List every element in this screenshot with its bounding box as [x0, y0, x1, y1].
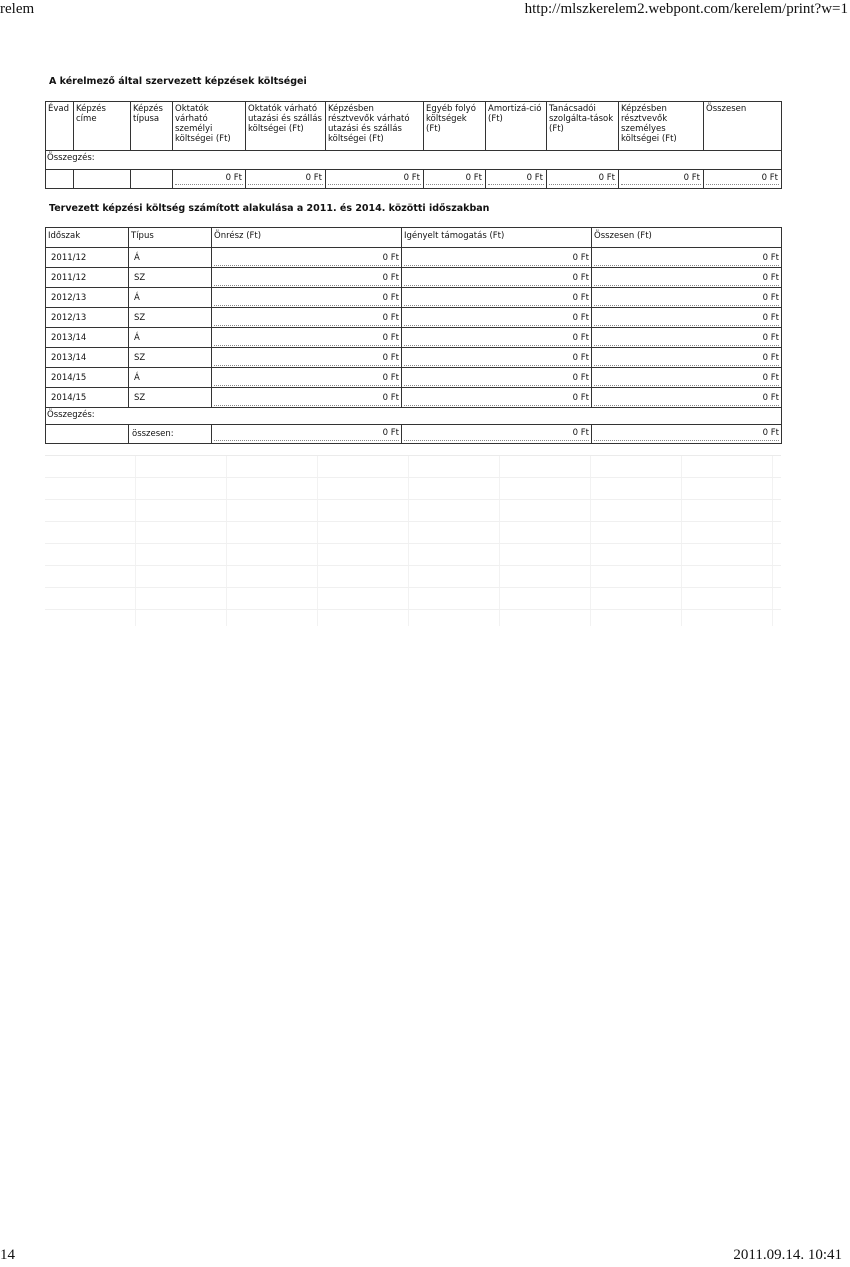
total-cell [592, 388, 782, 408]
total-value: 0 Ft [594, 332, 779, 346]
own-cell [212, 248, 402, 268]
summary-value-cell [424, 170, 486, 189]
column-header: Időszak [46, 228, 129, 248]
requested-cell [402, 328, 592, 348]
column-header: Oktatók várható személyi költségei (Ft) [173, 102, 246, 151]
requested-value: 0 Ft [404, 372, 589, 386]
total-value: 0 Ft [594, 272, 779, 286]
requested-value: 0 Ft [404, 292, 589, 306]
requested-cell [402, 248, 592, 268]
own-value: 0 Ft [214, 392, 399, 406]
type-cell: SZ [129, 388, 212, 408]
column-header: Amortizá-ció (Ft) [486, 102, 547, 151]
total-cell [592, 368, 782, 388]
summary-value: 0 Ft [706, 173, 779, 185]
own-value: 0 Ft [214, 312, 399, 326]
requested-cell [402, 308, 592, 328]
own-cell [212, 368, 402, 388]
training-costs-table [45, 101, 782, 189]
column-header: Tanácsadói szolgálta-tások (Ft) [547, 102, 619, 151]
total-value: 0 Ft [594, 392, 779, 406]
period-cell: 2012/13 [46, 288, 129, 308]
type-cell: SZ [129, 348, 212, 368]
period-cell: 2013/14 [46, 328, 129, 348]
planned-costs-title: Tervezett képzési költség számított alakulása a 2011. és 2014. közötti időszakban [49, 203, 490, 214]
total-value: 0 Ft [594, 312, 779, 326]
requested-cell [402, 388, 592, 408]
requested-value: 0 Ft [404, 252, 589, 266]
type-cell: Á [129, 288, 212, 308]
summary-value: 0 Ft [426, 173, 483, 185]
table-row [46, 328, 782, 348]
own-value: 0 Ft [214, 332, 399, 346]
summary-row [46, 425, 782, 444]
requested-value: 0 Ft [404, 272, 589, 286]
table-row [46, 248, 782, 268]
requested-value: 0 Ft [404, 312, 589, 326]
period-cell: 2013/14 [46, 348, 129, 368]
own-cell [212, 268, 402, 288]
summary-value-cell [326, 170, 424, 189]
summary-value: 0 Ft [248, 173, 323, 185]
total-cell [592, 308, 782, 328]
summary-label: Összegzés: [46, 151, 782, 170]
total-cell [592, 288, 782, 308]
own-cell [212, 348, 402, 368]
own-value: 0 Ft [214, 352, 399, 366]
summary-label: Összegzés: [46, 408, 782, 425]
table-row [46, 348, 782, 368]
column-header: Képzésben résztvevők személyes költségei (Ft) [619, 102, 704, 151]
own-value: 0 Ft [214, 272, 399, 286]
print-header-left: relem [0, 1, 35, 17]
grand-total: 0 Ft [594, 427, 779, 441]
type-cell: Á [129, 368, 212, 388]
table-row [46, 368, 782, 388]
column-header: Évad [46, 102, 74, 151]
own-cell [212, 288, 402, 308]
summary-total-label: összesen: [129, 425, 212, 444]
period-cell: 2014/15 [46, 388, 129, 408]
requested-cell [402, 348, 592, 368]
summary-value-cell [173, 170, 246, 189]
period-cell: 2011/12 [46, 268, 129, 288]
summary-value: 0 Ft [175, 173, 243, 185]
total-value: 0 Ft [594, 352, 779, 366]
requested-value: 0 Ft [404, 332, 589, 346]
column-header: Egyéb folyó költségek (Ft) [424, 102, 486, 151]
summary-label-row [46, 408, 782, 425]
summary-value: 0 Ft [328, 173, 421, 185]
type-cell: SZ [129, 268, 212, 288]
requested-total: 0 Ft [404, 427, 589, 441]
empty-cell [46, 170, 74, 189]
type-cell: Á [129, 328, 212, 348]
table-header-row [46, 228, 782, 248]
empty-cell [74, 170, 131, 189]
summary-value: 0 Ft [621, 173, 701, 185]
own-value: 0 Ft [214, 372, 399, 386]
summary-value-cell [619, 170, 704, 189]
total-cell [592, 348, 782, 368]
total-cell [592, 268, 782, 288]
summary-value-cell [704, 170, 782, 189]
planned-costs-table [45, 227, 782, 444]
empty-cell [46, 425, 129, 444]
summary-value: 0 Ft [488, 173, 544, 185]
own-cell [212, 328, 402, 348]
print-timestamp: 2011.09.14. 10:41 [733, 1247, 842, 1263]
period-cell: 2014/15 [46, 368, 129, 388]
total-value: 0 Ft [594, 252, 779, 266]
requested-cell [402, 288, 592, 308]
summary-value: 0 Ft [549, 173, 616, 185]
total-cell [592, 425, 782, 444]
type-cell: SZ [129, 308, 212, 328]
own-cell [212, 425, 402, 444]
column-header: Összesen [704, 102, 782, 151]
total-value: 0 Ft [594, 292, 779, 306]
table-row [46, 288, 782, 308]
column-header: Önrész (Ft) [212, 228, 402, 248]
column-header: Igényelt támogatás (Ft) [402, 228, 592, 248]
column-header: Oktatók várható utazási és szállás költségei (Ft) [246, 102, 326, 151]
column-header: Képzés típusa [131, 102, 173, 151]
total-cell [592, 248, 782, 268]
table-row [46, 308, 782, 328]
total-value: 0 Ft [594, 372, 779, 386]
print-header-url: http://mlszkerelem2.webpont.com/kerelem/print?w=1 [524, 1, 848, 17]
column-header: Összesen (Ft) [592, 228, 782, 248]
table-header-row [46, 102, 782, 151]
column-header: Típus [129, 228, 212, 248]
summary-label-row [46, 151, 782, 170]
table-row [46, 388, 782, 408]
requested-value: 0 Ft [404, 352, 589, 366]
requested-cell [402, 268, 592, 288]
summary-value-cell [246, 170, 326, 189]
summary-value-cell [547, 170, 619, 189]
requested-cell [402, 368, 592, 388]
column-header: Képzés címe [74, 102, 131, 151]
table-row [46, 268, 782, 288]
requested-cell [402, 425, 592, 444]
page-number: 14 [0, 1247, 15, 1263]
total-cell [592, 328, 782, 348]
own-value: 0 Ft [214, 252, 399, 266]
summary-value-cell [486, 170, 547, 189]
training-costs-title: A kérelmező által szervezett képzések költségei [49, 76, 307, 87]
period-cell: 2011/12 [46, 248, 129, 268]
requested-value: 0 Ft [404, 392, 589, 406]
period-cell: 2012/13 [46, 308, 129, 328]
column-header: Képzésben résztvevők várható utazási és szállás költségei (Ft) [326, 102, 424, 151]
bleed-through-shadow [45, 455, 781, 626]
own-total: 0 Ft [214, 427, 399, 441]
own-cell [212, 308, 402, 328]
own-cell [212, 388, 402, 408]
empty-cell [131, 170, 173, 189]
type-cell: Á [129, 248, 212, 268]
own-value: 0 Ft [214, 292, 399, 306]
summary-row [46, 170, 782, 189]
